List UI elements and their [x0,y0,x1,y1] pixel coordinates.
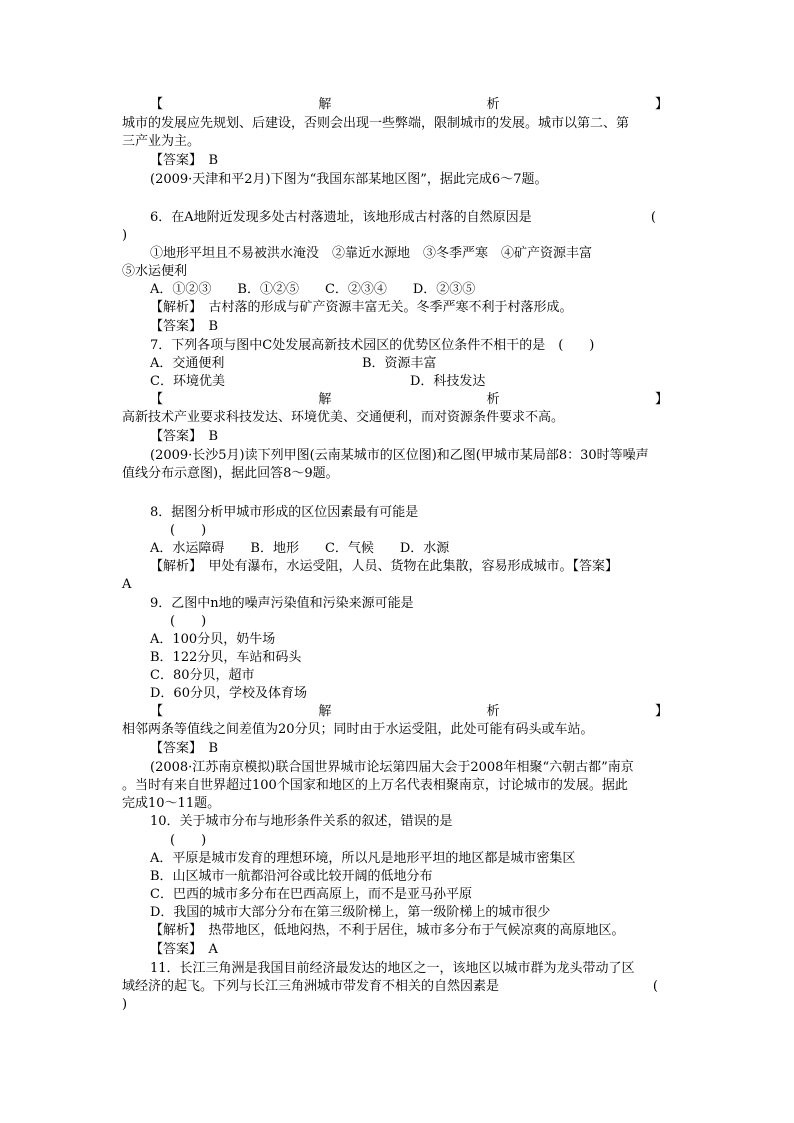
question-8-analysis: 【解析】 甲处有瀑布，水运受阻，人员、货物在此集散，容易形成城市。【答案】 [150,559,619,574]
question-10-option-c: C．巴西的城市多分布在巴西高原上，而不是亚马孙平原 [150,887,472,902]
question-7-answer: 【答案】 B [150,429,219,444]
question-9-option-b: B．122分贝，车站和码头 [150,650,302,665]
question-7-analysis: 高新技术产业要求科技发达、环境优美、交通便利，而对资源条件要求不高。 [122,410,565,425]
bracket-close: 】 [654,97,668,112]
question-11-cont [122,978,670,996]
paren-close: ) [122,228,128,243]
question-10: 10．关于城市分布与地形条件关系的叙述，错误的是 [150,814,453,829]
question-8-paren: ( ) [170,523,207,538]
question-8-choices: A．水运障碍 B．地形 C．气候 D．水源 [150,541,450,556]
question-9: 9．乙图中n地的噪声污染值和污染来源可能是 [150,596,414,611]
question-7-option-b: B．资源丰富 [362,356,437,371]
question-9-option-a: A．100分贝，奶牛场 [150,632,276,647]
question-7-option-d: D．科技发达 [410,374,486,389]
question-9-option-d: D．60分贝，学校及体育场 [150,686,307,701]
question-11: 11．长江三角洲是我国目前经济最发达的地区之一，该地区以城市群为龙头带动了区 [150,961,635,976]
question-10-analysis: 【解析】 热带地区，低地闷热，不利于居住，城市多分布于气候凉爽的高原地区。 [150,923,625,938]
question-6-analysis: 【解析】 古村落的形成与矿产资源丰富无关。冬季严寒不利于村落形成。 [150,300,573,315]
label-xi: 析 [486,392,500,407]
label-xi: 析 [486,704,500,719]
jiexi-header-1 [150,96,668,114]
question-10-option-d: D．我国的城市大部分分布在第三级阶梯上，第一级阶梯上的城市很少 [150,905,551,920]
question-9-answer: 【答案】 B [150,741,219,756]
label-jie: 解 [318,704,332,719]
text-line: 三产业为主。 [122,134,201,149]
question-9-paren: ( ) [170,614,207,629]
label-jie: 解 [318,392,332,407]
jiexi-header-9 [150,703,668,721]
jiexi-header-7 [150,391,668,409]
paren-close: ) [122,997,128,1012]
bracket-close: 】 [654,392,668,407]
text-line: 城市的发展应先规划、后建设，否则会出现一些弊端，限制城市的发展。城市以第二、第 [122,116,630,131]
question-8: 8．据图分析甲城市形成的区位因素最有可能是 [150,505,419,520]
label-jie: 解 [318,97,332,112]
intro-line: (2009·天津和平2月)下图为“我国东部某地区图”，据此完成6～7题。 [150,172,548,187]
bracket-open: 【 [150,392,164,407]
question-6-options: ①地形平坦且不易被洪水淹没 ②靠近水源地 ③冬季严寒 ④矿产资源丰富 [150,246,593,261]
label-xi: 析 [486,97,500,112]
question-10-answer: 【答案】 A [150,942,218,957]
intro-10-11: (2008·江苏南京模拟)联合国世界城市论坛第四届大会于2008年相聚“六朝古都”南京 [150,760,634,775]
question-6-options-cont: ⑤水运便利 [122,264,188,279]
answer-line: 【答案】 B [150,153,219,168]
bracket-open: 【 [150,704,164,719]
question-text: 6．在A地附近发现多处古村落遗址，该地形成古村落的自然原因是 [150,210,532,225]
question-text: 域经济的起飞。下列与长江三角洲城市带发育不相关的自然因素是 [122,979,500,994]
question-9-option-c: C．80分贝，超市 [150,668,255,683]
question-10-option-b: B．山区城市一航都沿河谷或比较开阔的低地分布 [150,869,433,884]
intro-10-11-cont2: 完成10～11题。 [122,796,221,811]
question-6-answer: 【答案】 B [150,319,219,334]
question-6-choices: A．①②③ B．①②⑤ C．②③④ D．②③⑤ [150,282,476,297]
intro-8-9-cont: 值线分布示意图)，据此回答8～9题。 [122,466,339,481]
question-6 [150,209,668,227]
question-8-answer: A [122,577,132,592]
paren-open: ( [652,979,658,994]
bracket-close: 】 [654,704,668,719]
paren-open: ( [650,210,656,225]
question-7-option-c: C．环境优美 [150,374,225,389]
intro-10-11-cont: 。当时有来自世界超过100个国家和地区的上万名代表相聚南京，讨论城市的发展。据此 [122,778,628,793]
question-10-option-a: A．平原是城市发育的理想环境，所以凡是地形平坦的地区都是城市密集区 [150,851,576,866]
question-7: 7．下列各项与图中C处发展高新技术园区的优势区位条件不相干的是 ( ) [150,338,595,353]
question-10-paren: ( ) [170,833,207,848]
question-7-option-a: A．交通便利 [150,356,225,371]
bracket-open: 【 [150,97,164,112]
intro-8-9: (2009·长沙5月)读下列甲图(云南某城市的区位图)和乙图(甲城市某局部8：30时等噪声 [150,448,649,463]
question-9-analysis: 相邻两条等值线之间差值为20分贝；同时由于水运受阻，此处可能有码头或车站。 [122,722,594,737]
